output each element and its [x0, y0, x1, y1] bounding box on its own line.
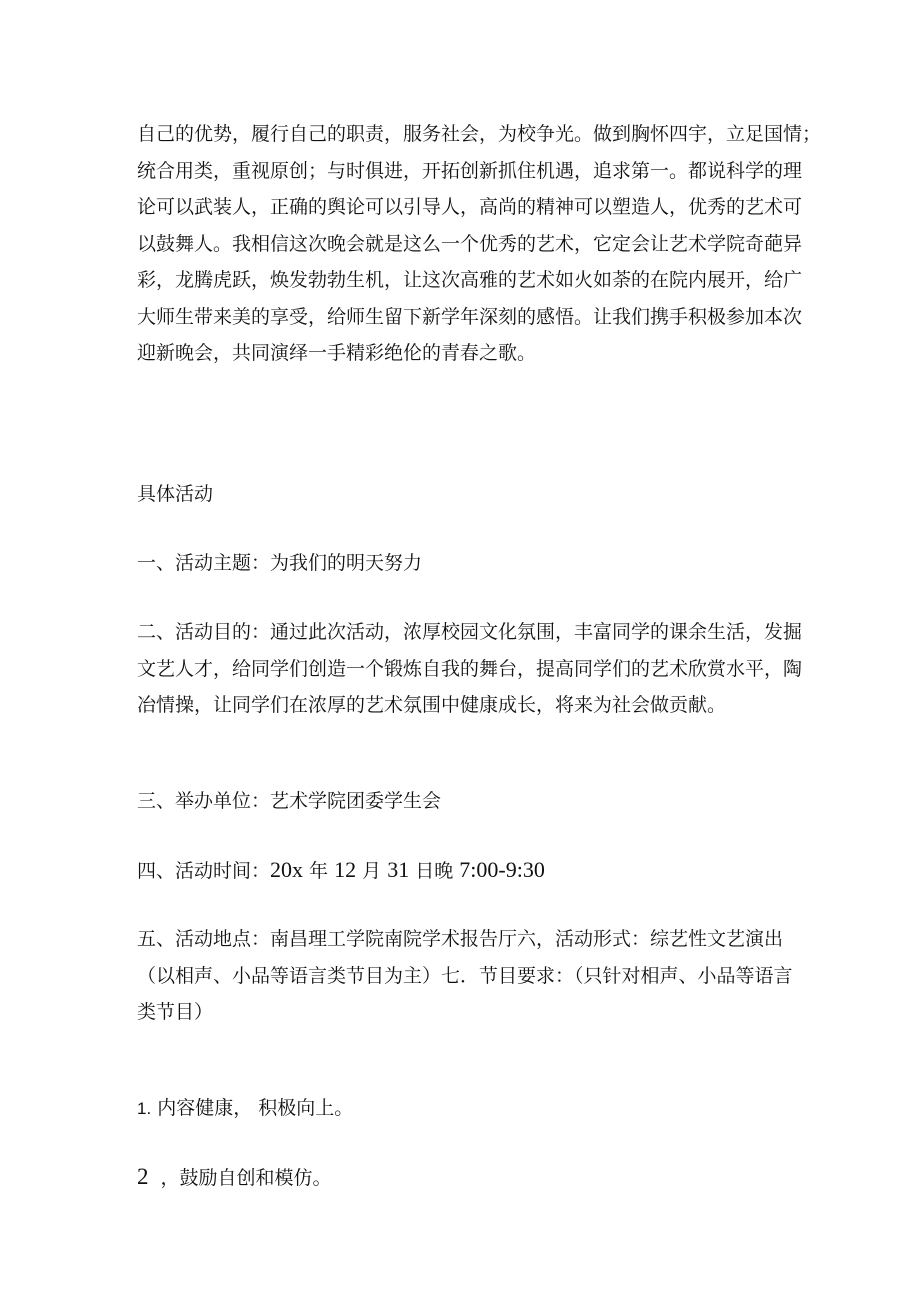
requirement-2-number: 2 [137, 1164, 149, 1189]
requirement-2 [137, 1159, 787, 1196]
requirement-1-number: 1. [137, 1099, 152, 1118]
item-purpose [137, 614, 803, 724]
text-line: 统合用类，重视原创；与时俱进，开拓创新抓住机遇，追求第一。都说科学的理 [137, 159, 803, 182]
text-line: 二、活动目的：通过此次活动，浓厚校园文化氛围，丰富同学的课余生活，发掘 [137, 621, 803, 643]
item-time-day-unit: 日晚 [409, 860, 460, 882]
item-time-month: 12 [334, 857, 357, 882]
requirement-2-line [137, 1159, 787, 1196]
item-time-month-unit: 月 [356, 860, 388, 882]
text-line: （以相声、小品等语言类节目为主）七．节目要求：（只针对相声、小品等语言 [137, 964, 793, 987]
requirement-2-text: ，鼓励自创和模仿。 [160, 1167, 332, 1189]
item-organizer [137, 783, 787, 820]
text-line: 自己的优势，履行自己的职责，服务社会，为校争光。做到胸怀四宇，立足国情； [137, 123, 822, 145]
item-time-year: 20x [270, 857, 304, 882]
item-time-clock: 7:00-9:30 [459, 857, 545, 882]
item-time-line [137, 852, 787, 889]
text-line: 以鼓舞人。我相信这次晚会就是这么一个优秀的艺术，它定会让艺术学院奇葩异 [137, 232, 803, 255]
text-line: 五、活动地点：南昌理工学院南院学术报告厅六，活动形式：综艺性文艺演出 [137, 928, 784, 950]
section-heading [137, 476, 787, 513]
text-line: 冶情操，让同学们在浓厚的艺术氛围中健康成长，将来为社会做贡献。 [137, 694, 727, 716]
item-time-year-unit: 年 [303, 860, 335, 882]
item-time-prefix: 四、活动时间： [137, 860, 271, 882]
section-heading-text: 具体活动 [137, 483, 214, 505]
text-line: 文艺人才，给同学们创造一个锻炼自我的舞台，提高同学们的艺术欣赏水平，陶 [137, 657, 803, 680]
text-line: 大师生带来美的享受，给师生留下新学年深刻的感悟。让我们携手积极参加本次 [137, 305, 803, 328]
intro-paragraph [137, 116, 822, 372]
requirement-1-line [137, 1090, 787, 1127]
requirement-1-text: 内容健康， 积极向上。 [151, 1097, 354, 1119]
item-time-day: 31 [387, 857, 410, 882]
text-line: 彩，龙腾虎跃，焕发勃勃生机，让这次高雅的艺术如火如荼的在院内展开，给广 [137, 269, 803, 291]
item-organizer-text: 三、举办单位：艺术学院团委学生会 [137, 790, 442, 812]
text-line: 类节目） [137, 1001, 214, 1023]
requirement-1 [137, 1090, 787, 1127]
item-location [137, 921, 793, 1031]
item-theme-text: 一、活动主题：为我们的明天努力 [137, 552, 423, 574]
text-line: 迎新晚会，共同演绎一手精彩绝伦的青春之歌。 [137, 342, 537, 364]
item-time [137, 852, 787, 889]
item-theme [137, 545, 787, 582]
text-line: 论可以武装人，正确的舆论可以引导人，高尚的精神可以塑造人，优秀的艺术可 [137, 196, 803, 218]
